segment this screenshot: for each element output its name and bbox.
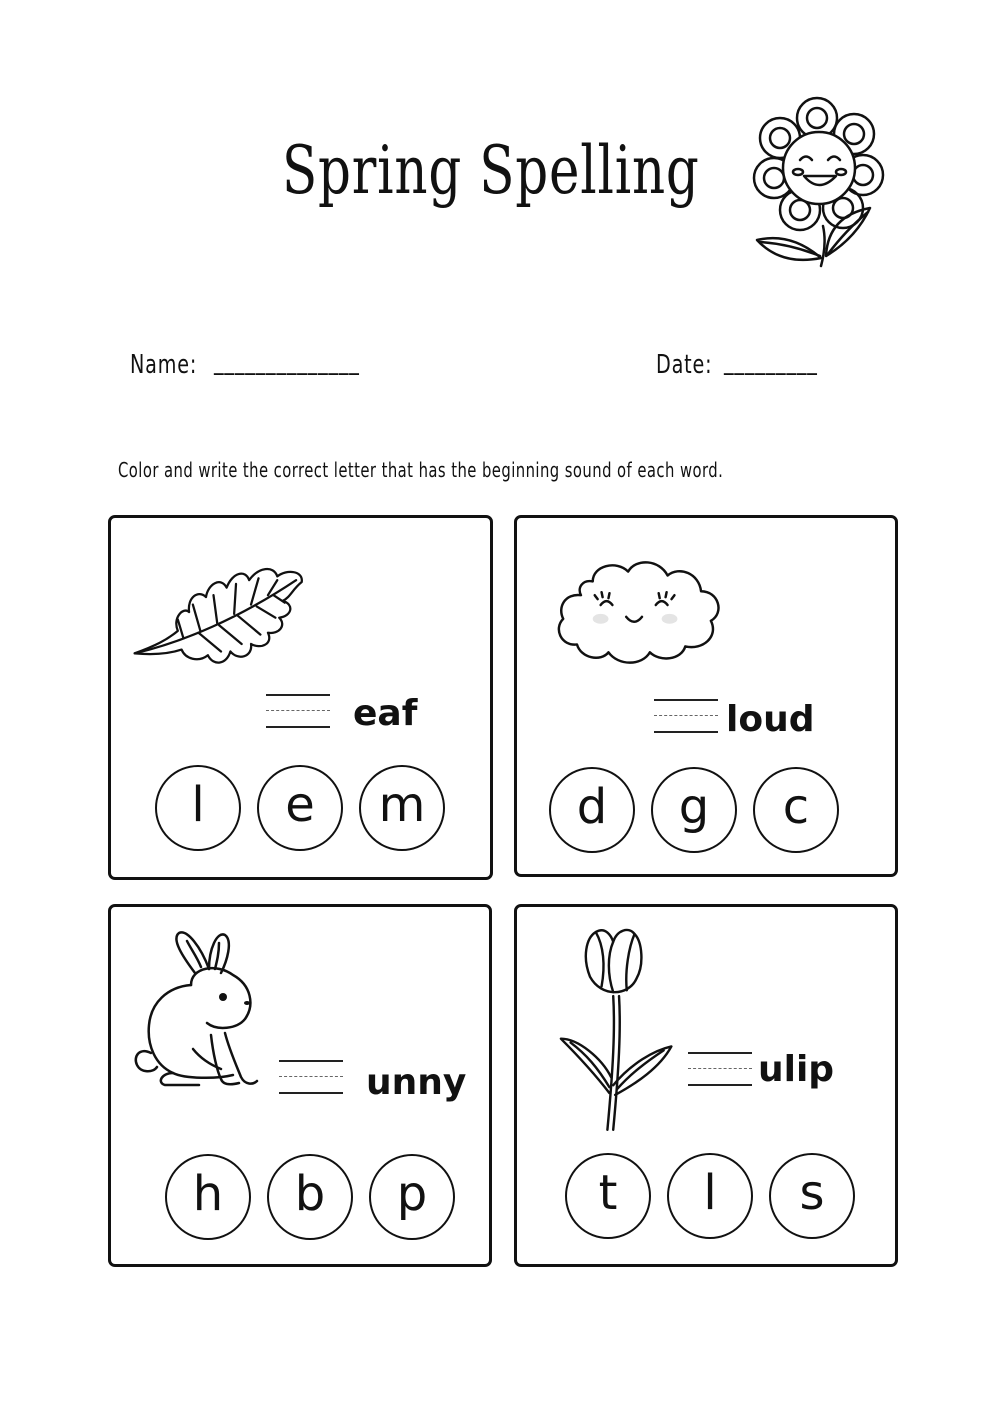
card-leaf — [108, 515, 493, 880]
answer-blank[interactable] — [266, 694, 330, 730]
letter-option[interactable]: e — [257, 765, 343, 851]
cloud-icon — [550, 544, 730, 672]
letter-option[interactable]: p — [369, 1154, 455, 1240]
word-ending: loud — [726, 699, 815, 740]
word-ending: unny — [366, 1062, 467, 1103]
letter-option[interactable]: b — [267, 1154, 353, 1240]
letter-option[interactable]: l — [667, 1153, 753, 1239]
letter-option[interactable]: t — [565, 1153, 651, 1239]
card-tulip — [514, 904, 898, 1267]
letter-option[interactable]: h — [165, 1154, 251, 1240]
card-cloud — [514, 515, 898, 877]
bunny-icon — [121, 923, 271, 1093]
tulip-icon — [557, 921, 683, 1137]
answer-blank[interactable] — [688, 1052, 752, 1088]
answer-blank[interactable] — [654, 699, 718, 735]
date-field[interactable]: _________ — [724, 346, 818, 376]
letter-option[interactable]: m — [359, 765, 445, 851]
name-label: Name: — [130, 350, 198, 380]
word-ending: ulip — [758, 1049, 835, 1090]
letter-option[interactable]: c — [753, 767, 839, 853]
letter-option[interactable]: s — [769, 1153, 855, 1239]
card-bunny — [108, 904, 492, 1267]
name-field[interactable]: ______________ — [214, 346, 360, 376]
letter-option[interactable]: d — [549, 767, 635, 853]
letter-option[interactable]: g — [651, 767, 737, 853]
page-title: Spring Spelling — [282, 132, 700, 209]
date-label: Date: — [656, 350, 713, 380]
instructions: Color and write the correct letter that has the beginning sound of each word. — [118, 458, 724, 482]
word-ending: eaf — [353, 693, 418, 734]
answer-blank[interactable] — [279, 1060, 343, 1096]
letter-option[interactable]: l — [155, 765, 241, 851]
smiling-flower-icon — [748, 92, 893, 272]
leaf-icon — [127, 552, 315, 674]
